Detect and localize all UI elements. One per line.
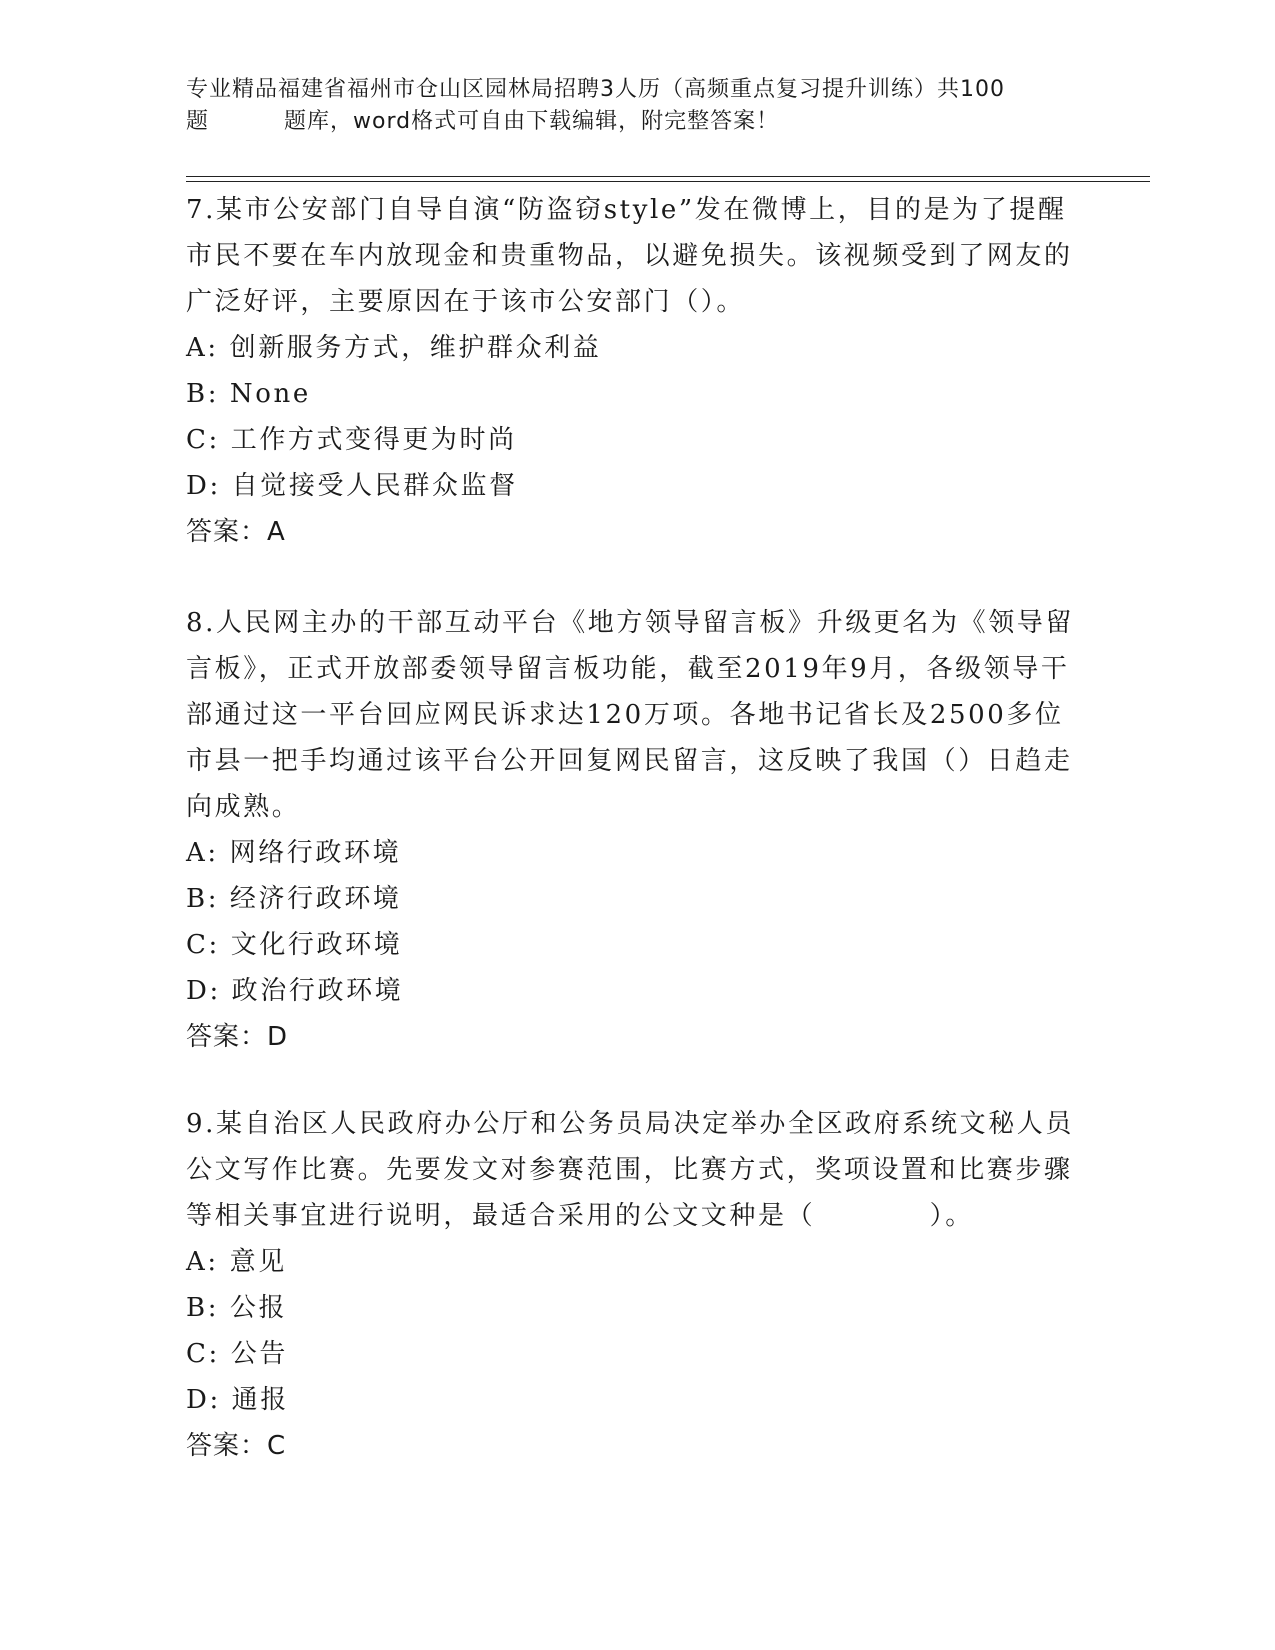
header-line-2 <box>186 106 1086 138</box>
option-a: A: 意见 <box>186 1247 287 1277</box>
option-a: A: 创新服务方式，维护群众利益 <box>186 333 602 363</box>
option-c: C: 工作方式变得更为时尚 <box>186 425 517 455</box>
answer: 答案：D <box>186 1022 289 1052</box>
option-b: B: 公报 <box>186 1293 288 1323</box>
option-d: D: 自觉接受人民群众监督 <box>186 471 518 501</box>
option-c: C: 文化行政环境 <box>186 930 403 960</box>
option-c: C: 公告 <box>186 1339 288 1369</box>
question-9 <box>186 1101 1086 1469</box>
option-a: A: 网络行政环境 <box>186 838 402 868</box>
question-8 <box>186 600 1086 1060</box>
question-7 <box>186 187 1086 555</box>
option-d: D: 政治行政环境 <box>186 976 404 1006</box>
option-b: B: None <box>186 379 311 409</box>
header-divider-bottom <box>186 181 1150 182</box>
header-line-2-lead: 题 <box>186 109 210 134</box>
header-line-2-text: 题库，word格式可自由下载编辑，附完整答案！ <box>284 109 780 134</box>
answer: 答案：C <box>186 1431 287 1461</box>
question-stem: 9.某自治区人民政府办公厅和公务员局决定举办全区政府系统文秘人员公文写作比赛。先要发文对参赛范围，比赛方式，奖项设置和比赛步骤等相关事宜进行说明，最适合采用的公文文种是（ ）。 <box>186 1109 1075 1231</box>
header-divider-top <box>186 176 1150 177</box>
option-d: D: 通报 <box>186 1385 289 1415</box>
question-stem: 7.某市公安部门自导自演“防盗窃style”发在微博上，目的是为了提醒市民不要在车内放现金和贵重物品，以避免损失。该视频受到了网友的广泛好评，主要原因在于该市公安部门（）。 <box>186 195 1073 317</box>
option-b: B: 经济行政环境 <box>186 884 402 914</box>
answer: 答案：A <box>186 517 286 547</box>
question-stem: 8.人民网主办的干部互动平台《地方领导留言板》升级更名为《领导留言板》，正式开放部委领导留言板功能，截至2019年9月，各级领导干部通过这一平台回应网民诉求达120万项。各地书记省长及2500多位市县一把手均通过该平台公开回复网民留言，这反映了我国（）日趋走向成熟。 <box>186 608 1075 822</box>
header-line-1: 专业精品福建省福州市仓山区园林局招聘3人历（高频重点复习提升训练）共100 <box>186 77 1005 102</box>
page-header <box>186 74 1086 138</box>
